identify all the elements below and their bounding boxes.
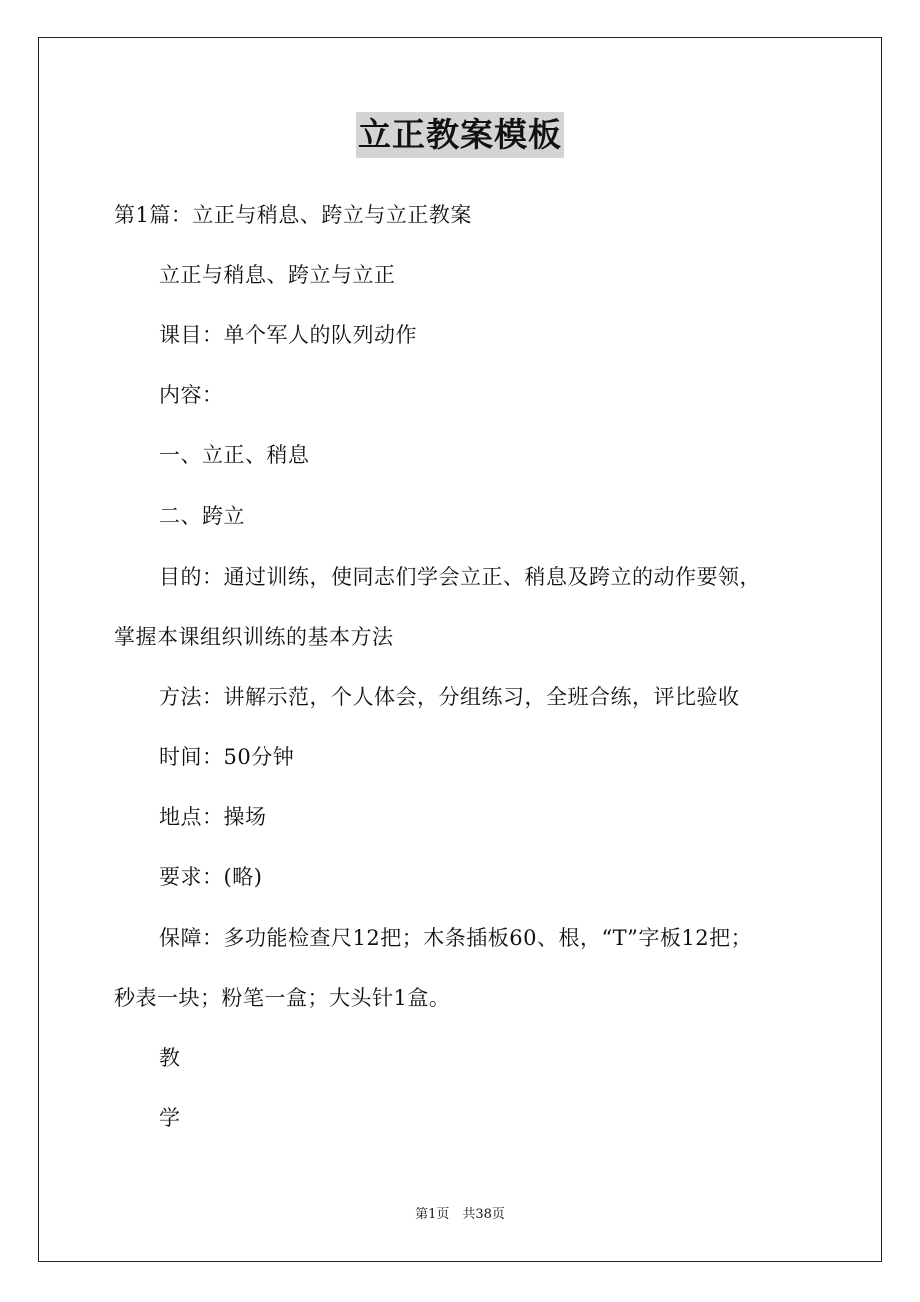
page-footer: 第1页 共38页: [415, 1207, 505, 1222]
paragraph-line: 一、立正、稍息: [159, 443, 310, 467]
paragraph-line: 教: [159, 1046, 181, 1070]
section-heading: 第1篇：立正与稍息、跨立与立正教案: [114, 203, 472, 227]
paragraph-line: 保障：多功能检查尺12把；木条插板60、根，“T”字板12把；: [159, 926, 753, 950]
paragraph-line: 内容：: [159, 383, 224, 407]
paragraph-line: 要求：(略): [159, 865, 263, 889]
paragraph-line: 方法：讲解示范，个人体会，分组练习，全班合练，评比验收: [159, 685, 740, 709]
paragraph-line: 二、跨立: [159, 504, 245, 528]
paragraph-line: 时间：50分钟: [159, 745, 295, 769]
document-title: [0, 112, 920, 160]
paragraph-line: 掌握本课组织训练的基本方法: [114, 625, 394, 649]
paragraph-line: 秒表一块；粉笔一盒；大头针1盒。: [114, 986, 451, 1010]
paragraph-line: 立正与稍息、跨立与立正: [159, 263, 396, 287]
document-title-text: 立正教案模板: [356, 112, 564, 158]
paragraph-line: 学: [159, 1106, 181, 1130]
paragraph-line: 目的：通过训练，使同志们学会立正、稍息及跨立的动作要领，: [159, 565, 761, 589]
paragraph-line: 地点：操场: [159, 805, 267, 829]
paragraph-line: 课目：单个军人的队列动作: [159, 323, 417, 347]
